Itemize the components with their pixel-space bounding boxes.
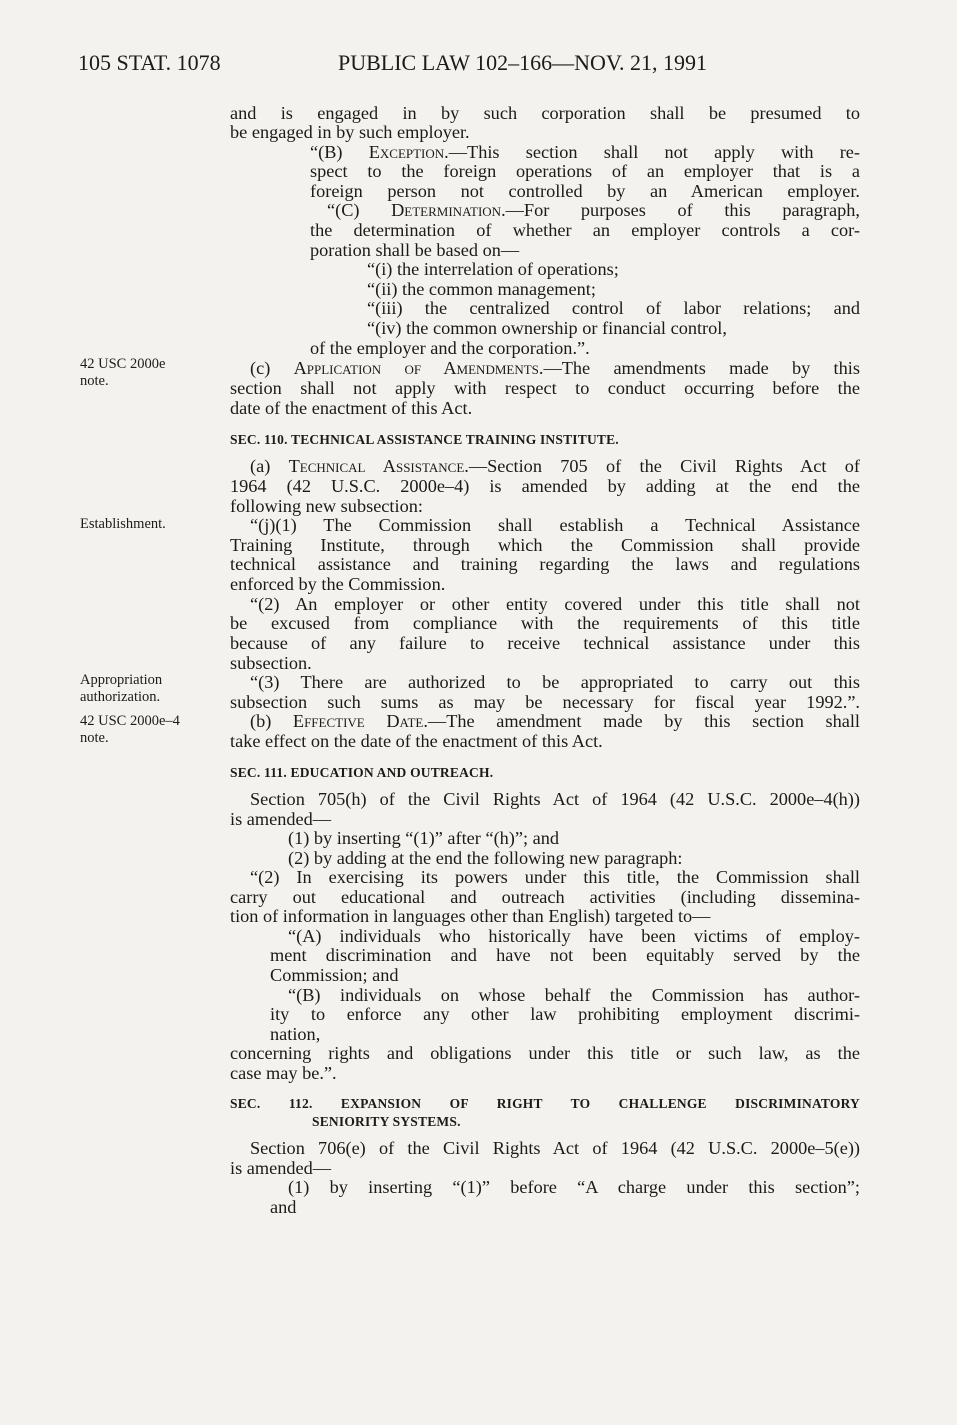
text-line: (1) by inserting “(1)” after “(h)”; and bbox=[288, 828, 560, 848]
text-line: (1) by inserting “(1)” before “A charge under this section”; bbox=[288, 1177, 860, 1197]
text-run: .—The amendments made by this bbox=[538, 358, 860, 378]
text-line: is amended— bbox=[230, 809, 332, 829]
text-run: .—For purposes of this paragraph, bbox=[501, 200, 860, 220]
margin-note-42-usc-2000e-4 bbox=[80, 713, 180, 747]
text-run: .—Section 705 of the Civil Rights Act of bbox=[464, 456, 860, 476]
text-run: Technical Assistance bbox=[288, 456, 465, 476]
text-line: tion of information in languages other than English) targeted to— bbox=[230, 906, 711, 926]
text-line: date of the enactment of this Act. bbox=[230, 398, 473, 418]
subparagraph-c-heading bbox=[230, 200, 860, 220]
text-line: and is engaged in by such corporation shall be presumed to bbox=[230, 103, 860, 123]
text-line: is amended— bbox=[230, 1158, 332, 1178]
text-line: enforced by the Commission. bbox=[230, 574, 446, 594]
text-line: “(2) In exercising its powers under this title, the Commission shall bbox=[250, 867, 860, 887]
text-line: Commission; and bbox=[270, 965, 399, 985]
subsection-c-heading bbox=[230, 358, 860, 378]
text-line: “(iv) the common ownership or financial control, bbox=[367, 318, 727, 338]
text-run: (b) bbox=[250, 711, 293, 731]
text-run: (a) bbox=[250, 456, 289, 476]
text-line: poration shall be based on— bbox=[310, 240, 520, 260]
text-run: .—This section shall not apply with re- bbox=[444, 142, 860, 162]
text-line: technical assistance and training regarding the laws and regulations bbox=[230, 554, 860, 574]
section-110-heading: SEC. 110. TECHNICAL ASSISTANCE TRAINING INSTITUTE. bbox=[230, 432, 619, 447]
text-line: “(ii) the common management; bbox=[367, 279, 596, 299]
margin-note-appropriation bbox=[80, 672, 162, 706]
text-line: spect to the foreign operations of an employer that is a bbox=[310, 161, 860, 181]
text-line: “(i) the interrelation of operations; bbox=[367, 259, 619, 279]
subsection-b-heading bbox=[230, 711, 860, 731]
margin-note-establishment bbox=[80, 516, 166, 533]
text-line: and bbox=[270, 1197, 297, 1217]
text-line: Section 706(e) of the Civil Rights Act of 1964 (42 U.S.C. 2000e–5(e)) bbox=[250, 1138, 860, 1158]
text-line: case may be.”. bbox=[230, 1063, 337, 1083]
text-line: foreign person not controlled by an American employer. bbox=[310, 181, 860, 201]
text-line: “(3) There are authorized to be appropriated to carry out this bbox=[250, 672, 860, 692]
text-run: (c) bbox=[250, 358, 294, 378]
text-line: section shall not apply with respect to conduct occurring before the bbox=[230, 378, 860, 398]
subsection-a-heading bbox=[230, 456, 860, 476]
text-run: Exception bbox=[368, 142, 445, 162]
margin-note-line: note. bbox=[80, 373, 109, 389]
margin-note-line: authorization. bbox=[80, 689, 161, 705]
text-line: the determination of whether an employer controls a cor- bbox=[310, 220, 860, 240]
text-line: “(B) individuals on whose behalf the Commission has author- bbox=[288, 985, 860, 1005]
margin-note-line: Establishment. bbox=[80, 516, 166, 532]
margin-note-line: Appropriation bbox=[80, 672, 163, 688]
text-line: (2) by adding at the end the following new paragraph: bbox=[288, 848, 683, 868]
text-line: ment discrimination and have not been equitably served by the bbox=[270, 945, 860, 965]
text-line: “(j)(1) The Commission shall establish a Technical Assistance bbox=[250, 515, 860, 535]
text-line: “(iii) the centralized control of labor relations; and bbox=[367, 298, 860, 318]
text-line: of the employer and the corporation.”. bbox=[310, 338, 590, 358]
text-line: concerning rights and obligations under this title or such law, as the bbox=[230, 1043, 860, 1063]
margin-note-42-usc-2000e bbox=[80, 356, 165, 390]
text-line: take effect on the date of the enactment of this Act. bbox=[230, 731, 603, 751]
text-line: “(A) individuals who historically have been victims of employ- bbox=[288, 926, 860, 946]
text-line: subsection. bbox=[230, 653, 312, 673]
text-line: following new subsection: bbox=[230, 496, 423, 516]
text-run: “(C) bbox=[327, 200, 392, 220]
section-111-heading: SEC. 111. EDUCATION AND OUTREACH. bbox=[230, 765, 494, 780]
text-run: Effective Date bbox=[292, 711, 424, 731]
text-line: Section 705(h) of the Civil Rights Act of 1964 (42 U.S.C. 2000e–4(h)) bbox=[250, 789, 860, 809]
text-run: “(B) bbox=[310, 142, 369, 162]
section-112-heading-cont: SENIORITY SYSTEMS. bbox=[312, 1114, 461, 1129]
subparagraph-b-heading bbox=[230, 142, 860, 162]
text-line: Training Institute, through which the Commission shall provide bbox=[230, 535, 860, 555]
text-line: “(2) An employer or other entity covered under this title shall not bbox=[250, 594, 860, 614]
page-header bbox=[78, 50, 863, 80]
text-run: .—The amendment made by this section shall bbox=[423, 711, 860, 731]
statute-page-number: 105 STAT. 1078 bbox=[78, 50, 221, 75]
text-line: subsection such sums as may be necessary for fiscal year 1992.”. bbox=[230, 692, 860, 712]
text-run: Application of Amendments bbox=[293, 358, 539, 378]
text-run: Determination bbox=[391, 200, 502, 220]
text-line: carry out educational and outreach activities (including dissemina- bbox=[230, 887, 860, 907]
margin-note-line: 42 USC 2000e bbox=[80, 356, 166, 372]
text-line: because of any failure to receive technical assistance under this bbox=[230, 633, 860, 653]
margin-note-line: note. bbox=[80, 730, 109, 746]
text-line: 1964 (42 U.S.C. 2000e–4) is amended by adding at the end the bbox=[230, 476, 860, 496]
text-line: ity to enforce any other law prohibiting employment discrimi- bbox=[270, 1004, 860, 1024]
section-112-heading: SEC. 112. EXPANSION OF RIGHT TO CHALLENGE DISCRIMINATORY bbox=[230, 1096, 860, 1111]
text-line: be engaged in by such employer. bbox=[230, 122, 470, 142]
text-line: nation, bbox=[270, 1024, 321, 1044]
margin-note-line: 42 USC 2000e–4 bbox=[80, 713, 180, 729]
public-law-citation: PUBLIC LAW 102–166—NOV. 21, 1991 bbox=[338, 50, 707, 75]
text-line: be excused from compliance with the requirements of this title bbox=[230, 613, 860, 633]
